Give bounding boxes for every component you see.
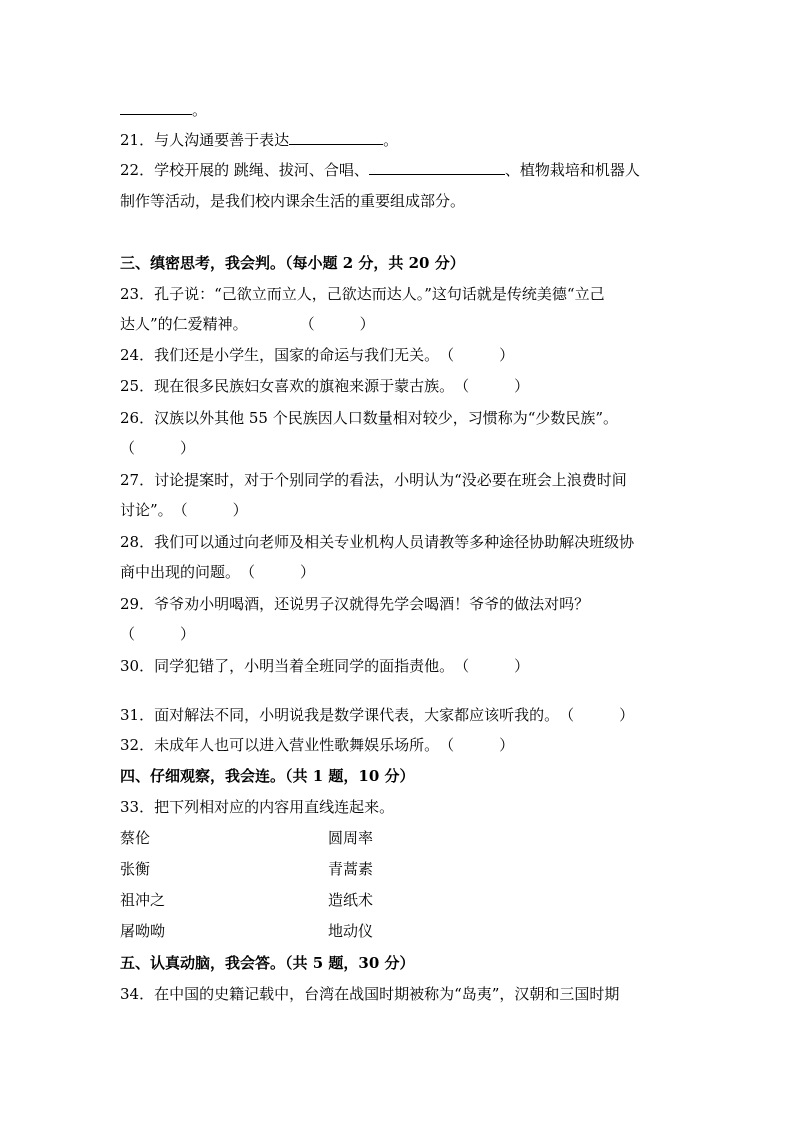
answer-parentheses[interactable]: （ ） bbox=[120, 625, 196, 643]
match-left[interactable]: 祖冲之 bbox=[120, 891, 166, 909]
question-25: 25．现在很多民族妇女喜欢的旗袍来源于蒙古族。（ ） bbox=[120, 377, 530, 395]
question-21: 21．与人沟通要善于表达 。 bbox=[120, 131, 399, 149]
question-27-cont: 讨论”。（ ） bbox=[120, 501, 248, 519]
question-34: 34．在中国的史籍记载中，台湾在战国时期被称为“岛夷”，汉朝和三国时期 bbox=[120, 985, 620, 1003]
answer-blank[interactable] bbox=[120, 100, 192, 115]
section-4-heading: 四、仔细观察，我会连。（共 1 题，10 分） bbox=[120, 767, 415, 785]
question-22: 22．学校开展的 跳绳、拔河、合唱、 、植物栽培和机器人 bbox=[120, 161, 640, 179]
question-28: 28．我们可以通过向老师及相关专业机构人员请教等多种途径协助解决班级协 bbox=[120, 533, 635, 551]
match-left[interactable]: 张衡 bbox=[120, 860, 151, 878]
question-28-cont: 商中出现的问题。（ ） bbox=[120, 563, 316, 581]
answer-parentheses[interactable]: （ ） bbox=[559, 706, 635, 724]
match-row bbox=[120, 890, 374, 910]
q20-tail: 。 bbox=[120, 100, 207, 120]
section-3-heading: 三、缜密思考，我会判。（每小题 2 分，共 20 分） bbox=[120, 254, 465, 272]
question-24: 24．我们还是小学生，国家的命运与我们无关。（ ） bbox=[120, 346, 515, 364]
question-29-cont bbox=[120, 624, 195, 644]
question-29: 29．爷爷劝小明喝酒，还说男子汉就得先学会喝酒！爷爷的做法对吗？ bbox=[120, 595, 590, 613]
question-27: 27．讨论提案时，对于个别同学的看法，小明认为“没必要在班会上浪费时间 bbox=[120, 471, 627, 489]
question-23: 23．孔子说：“己欲立而立人，己欲达而达人。”这句话就是传统美德“立己 bbox=[120, 285, 605, 303]
match-right[interactable]: 地动仪 bbox=[328, 922, 374, 940]
match-right[interactable]: 造纸术 bbox=[328, 891, 374, 909]
match-row bbox=[120, 828, 374, 848]
answer-parentheses[interactable]: （ ） bbox=[172, 501, 248, 519]
answer-blank[interactable] bbox=[369, 160, 505, 175]
answer-parentheses[interactable]: （ ） bbox=[120, 439, 196, 457]
answer-blank[interactable] bbox=[289, 130, 383, 145]
match-left[interactable]: 蔡伦 bbox=[120, 829, 151, 847]
match-row bbox=[120, 859, 374, 879]
answer-parentheses[interactable]: （ ） bbox=[439, 346, 515, 364]
match-left[interactable]: 屠呦呦 bbox=[120, 922, 166, 940]
match-right[interactable]: 圆周率 bbox=[328, 829, 374, 847]
answer-parentheses[interactable]: （ ） bbox=[299, 315, 375, 333]
question-22-cont: 制作等活动，是我们校内课余生活的重要组成部分。 bbox=[120, 192, 466, 210]
question-31: 31．面对解法不同，小明说我是数学课代表，大家都应该听我的。（ ） bbox=[120, 706, 635, 724]
answer-parentheses[interactable]: （ ） bbox=[454, 377, 530, 395]
match-row bbox=[120, 921, 374, 941]
question-26-cont bbox=[120, 438, 195, 458]
question-33: 33．把下列相对应的内容用直线连起来。 bbox=[120, 798, 395, 816]
question-26: 26．汉族以外其他 55 个民族因人口数量相对较少，习惯称为“少数民族”。 bbox=[120, 409, 619, 427]
answer-parentheses[interactable]: （ ） bbox=[454, 657, 530, 675]
section-5-heading: 五、认真动脑，我会答。（共 5 题，30 分） bbox=[120, 954, 415, 972]
question-30: 30．同学犯错了，小明当着全班同学的面指责他。（ ） bbox=[120, 657, 530, 675]
question-32: 32．未成年人也可以进入营业性歌舞娱乐场所。（ ） bbox=[120, 736, 515, 754]
match-right[interactable]: 青蒿素 bbox=[328, 860, 374, 878]
question-23-cont: 达人”的仁爱精神。 （ ） bbox=[120, 315, 375, 333]
answer-parentheses[interactable]: （ ） bbox=[240, 563, 316, 581]
answer-parentheses[interactable]: （ ） bbox=[439, 736, 515, 754]
